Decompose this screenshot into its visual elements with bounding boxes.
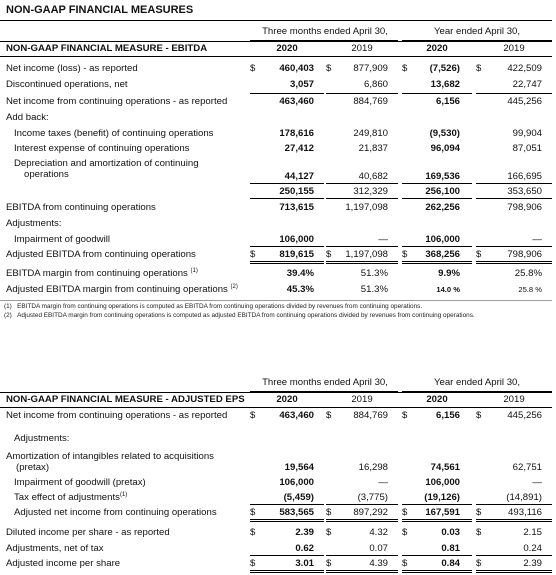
eps-cell: 16,298 xyxy=(358,462,388,473)
currency-symbol: $ xyxy=(476,410,482,421)
eps-cell: 62,751 xyxy=(512,462,542,473)
eps-row-label: Net income from continuing operations - as reported xyxy=(6,410,228,421)
ebitda-cell: 21,837 xyxy=(358,143,388,154)
ebitda-cell: 262,256 xyxy=(425,202,460,213)
eps-row-label: Adjusted net income from continuing operations xyxy=(14,507,217,518)
currency-symbol: $ xyxy=(250,63,256,74)
ebitda-row-label: EBITDA margin from continuing operations $^{(1)}$ xyxy=(6,268,198,280)
ebitda-cell: 27,412 xyxy=(284,143,314,154)
ebitda-cell: 877,909 xyxy=(353,63,388,74)
eps-cell: 2.39 xyxy=(523,558,542,569)
ebitda-cell: 353,650 xyxy=(507,186,542,197)
currency-symbol: $ xyxy=(326,410,332,421)
ebitda-cell: 256,100 xyxy=(425,186,460,197)
currency-symbol: $ xyxy=(250,507,256,518)
ebitda-row-label: Adjustments: xyxy=(6,218,62,229)
footnote: (1) EBITDA margin from continuing operations is computed as EBITDA from continuing operations divided by revenues from continuing operations. xyxy=(4,303,423,310)
ebitda-row-label: Add back: xyxy=(6,112,49,123)
ebitda-row-label: Net income (loss) - as reported xyxy=(6,63,138,74)
ebitda-cell: 1,197,098 xyxy=(345,202,388,213)
currency-symbol: $ xyxy=(250,558,256,569)
ebitda-row-label: Net income from continuing operations - as reported xyxy=(6,96,228,107)
ebitda-cell: 178,616 xyxy=(279,128,314,139)
ebitda-cell: (7,526) xyxy=(429,63,460,74)
ebitda-row-label: Depreciation and amortization of continuing xyxy=(14,158,199,169)
page-title: NON-GAAP FINANCIAL MEASURES xyxy=(6,4,194,16)
eps-cell: 897,292 xyxy=(353,507,388,518)
eps-cell: 493,116 xyxy=(508,507,542,518)
ebitda-year-col-2: 2019 xyxy=(351,43,373,54)
eps-period-year: Year ended April 30, xyxy=(433,377,521,388)
ebitda-year-col-1: 2020 xyxy=(276,43,298,54)
eps-cell: 445,256 xyxy=(507,410,542,421)
eps-header-label: NON-GAAP FINANCIAL MEASURE - ADJUSTED EPS xyxy=(6,394,245,405)
ebitda-cell: 106,000 xyxy=(279,234,314,245)
eps-row-label: Diluted income per share - as reported xyxy=(6,527,170,538)
currency-symbol: $ xyxy=(402,249,408,260)
ebitda-cell: 166,695 xyxy=(507,171,542,182)
ebitda-cell: — xyxy=(378,234,388,245)
ebitda-cell: 463,460 xyxy=(279,96,314,107)
eps-cell: (5,459) xyxy=(283,492,314,503)
eps-row-label: Adjusted income per share xyxy=(6,558,121,569)
currency-symbol: $ xyxy=(326,507,332,518)
ebitda-cell: 39.4% xyxy=(286,268,314,279)
ebitda-cell: 819,615 xyxy=(279,249,314,260)
eps-cell: 4.32 xyxy=(369,527,388,538)
ebitda-cell: 51.3% xyxy=(360,284,388,295)
eps-cell: (19,126) xyxy=(424,492,460,503)
eps-cell: 6,156 xyxy=(435,410,460,421)
eps-cell: 884,769 xyxy=(353,410,388,421)
ebitda-cell: 6,156 xyxy=(435,96,460,107)
ebitda-row-label: Interest expense of continuing operations xyxy=(14,143,190,154)
ebitda-cell: 22,747 xyxy=(512,79,542,90)
ebitda-cell: 884,769 xyxy=(353,96,388,107)
ebitda-row-label: EBITDA from continuing operations xyxy=(6,202,156,213)
ebitda-cell: 13,682 xyxy=(430,79,460,90)
currency-symbol: $ xyxy=(402,527,408,538)
ebitda-cell: 249,810 xyxy=(353,128,388,139)
eps-row-label: Adjustments: xyxy=(14,433,70,444)
currency-symbol: $ xyxy=(402,63,408,74)
eps-cell: 3.01 xyxy=(295,558,314,569)
footnote: (2) Adjusted EBITDA margin from continuing operations is computed as adjusted EBITDA from continuing operations divided by revenues from continuing operations. xyxy=(4,312,475,319)
ebitda-cell: 713,615 xyxy=(279,202,314,213)
ebitda-row-label: Adjusted EBITDA margin from continuing operations $^{(2)}$ xyxy=(6,284,238,296)
ebitda-cell: 798,906 xyxy=(507,202,542,213)
eps-cell: 0.62 xyxy=(295,543,314,554)
ebitda-period-year: Year ended April 30, xyxy=(433,26,521,37)
eps-year-col-1: 2020 xyxy=(276,394,298,405)
ebitda-cell: 169,536 xyxy=(425,171,460,182)
ebitda-cell: 312,329 xyxy=(353,186,388,197)
ebitda-row-label: Adjusted EBITDA from continuing operations xyxy=(6,249,196,260)
currency-symbol: $ xyxy=(250,249,256,260)
currency-symbol: $ xyxy=(402,410,408,421)
eps-cell: 19,564 xyxy=(284,462,314,473)
eps-cell: (14,891) xyxy=(506,492,542,503)
currency-symbol: $ xyxy=(326,249,332,260)
eps-cell: 4.39 xyxy=(369,558,388,569)
currency-symbol: $ xyxy=(476,527,482,538)
ebitda-period-three-months: Three months ended April 30, xyxy=(262,26,388,37)
currency-symbol: $ xyxy=(326,527,332,538)
eps-cell: 2.39 xyxy=(295,527,314,538)
eps-row-label-cont: (pretax) xyxy=(16,462,50,473)
currency-symbol: $ xyxy=(402,558,408,569)
eps-cell: 0.84 xyxy=(441,558,460,569)
ebitda-cell: 6,860 xyxy=(363,79,388,90)
eps-year-col-2: 2019 xyxy=(351,394,373,405)
ebitda-year-col-4: 2019 xyxy=(503,43,525,54)
ebitda-cell: 1,197,098 xyxy=(345,249,388,260)
ebitda-cell: — xyxy=(532,234,542,245)
eps-row-label: Amortization of intangibles related to acquisitions xyxy=(6,451,214,462)
ebitda-cell: 368,256 xyxy=(425,249,460,260)
eps-cell: 167,591 xyxy=(425,507,460,518)
eps-cell: 0.81 xyxy=(441,543,460,554)
eps-row-label: Adjustments, net of tax xyxy=(6,543,104,554)
currency-symbol: $ xyxy=(326,63,332,74)
ebitda-cell: 250,155 xyxy=(279,186,314,197)
eps-cell: 463,460 xyxy=(279,410,314,421)
ebitda-cell: 3,057 xyxy=(289,79,314,90)
ebitda-cell: 422,509 xyxy=(507,63,542,74)
ebitda-cell: 45.3% xyxy=(286,284,314,295)
currency-symbol: $ xyxy=(402,507,408,518)
ebitda-cell: 96,094 xyxy=(430,143,460,154)
ebitda-cell: 9.9% xyxy=(438,268,460,279)
eps-cell: 0.07 xyxy=(369,543,388,554)
ebitda-cell: 445,256 xyxy=(507,96,542,107)
ebitda-row-label: Income taxes (benefit) of continuing operations xyxy=(14,128,214,139)
ebitda-row-label: Impairment of goodwill xyxy=(14,234,110,245)
currency-symbol: $ xyxy=(476,63,482,74)
eps-cell: 0.24 xyxy=(523,543,542,554)
ebitda-cell: 40,682 xyxy=(358,171,388,182)
ebitda-cell: 25.8% xyxy=(514,268,542,279)
ebitda-cell: 44,127 xyxy=(284,171,314,182)
eps-cell: 583,565 xyxy=(279,507,314,518)
ebitda-cell: 87,051 xyxy=(512,143,542,154)
currency-symbol: $ xyxy=(476,249,482,260)
ebitda-year-col-3: 2020 xyxy=(426,43,448,54)
eps-cell: — xyxy=(532,477,542,488)
eps-row-label: Tax effect of adjustments$^{(1)}$ xyxy=(14,492,128,504)
ebitda-cell: 798,906 xyxy=(507,249,542,260)
ebitda-row-label-cont: operations xyxy=(24,169,69,180)
eps-row-label: Impairment of goodwill (pretax) xyxy=(14,477,146,488)
eps-cell: (3,775) xyxy=(357,492,388,503)
ebitda-cell: (9,530) xyxy=(429,128,460,139)
ebitda-header-label: NON-GAAP FINANCIAL MEASURE - EBITDA xyxy=(6,43,208,54)
eps-cell: 0.03 xyxy=(441,527,460,538)
currency-symbol: $ xyxy=(476,507,482,518)
ebitda-cell: 14.0 % xyxy=(436,285,460,294)
title-divider xyxy=(0,20,552,21)
eps-period-three-months: Three months ended April 30, xyxy=(262,377,388,388)
ebitda-cell: 99,904 xyxy=(512,128,542,139)
ebitda-row-label: Discontinued operations, net xyxy=(6,79,128,90)
eps-cell: — xyxy=(378,477,388,488)
eps-cell: 106,000 xyxy=(279,477,314,488)
eps-cell: 106,000 xyxy=(425,477,460,488)
currency-symbol: $ xyxy=(250,410,256,421)
eps-cell: 74,561 xyxy=(430,462,460,473)
currency-symbol: $ xyxy=(326,558,332,569)
eps-year-col-4: 2019 xyxy=(503,394,525,405)
ebitda-cell: 25.8 % xyxy=(518,285,542,294)
ebitda-cell: 460,403 xyxy=(279,63,314,74)
eps-cell: 2.15 xyxy=(523,527,542,538)
currency-symbol: $ xyxy=(250,527,256,538)
ebitda-cell: 51.3% xyxy=(360,268,388,279)
eps-year-col-3: 2020 xyxy=(426,394,448,405)
ebitda-cell: 106,000 xyxy=(425,234,460,245)
currency-symbol: $ xyxy=(476,558,482,569)
